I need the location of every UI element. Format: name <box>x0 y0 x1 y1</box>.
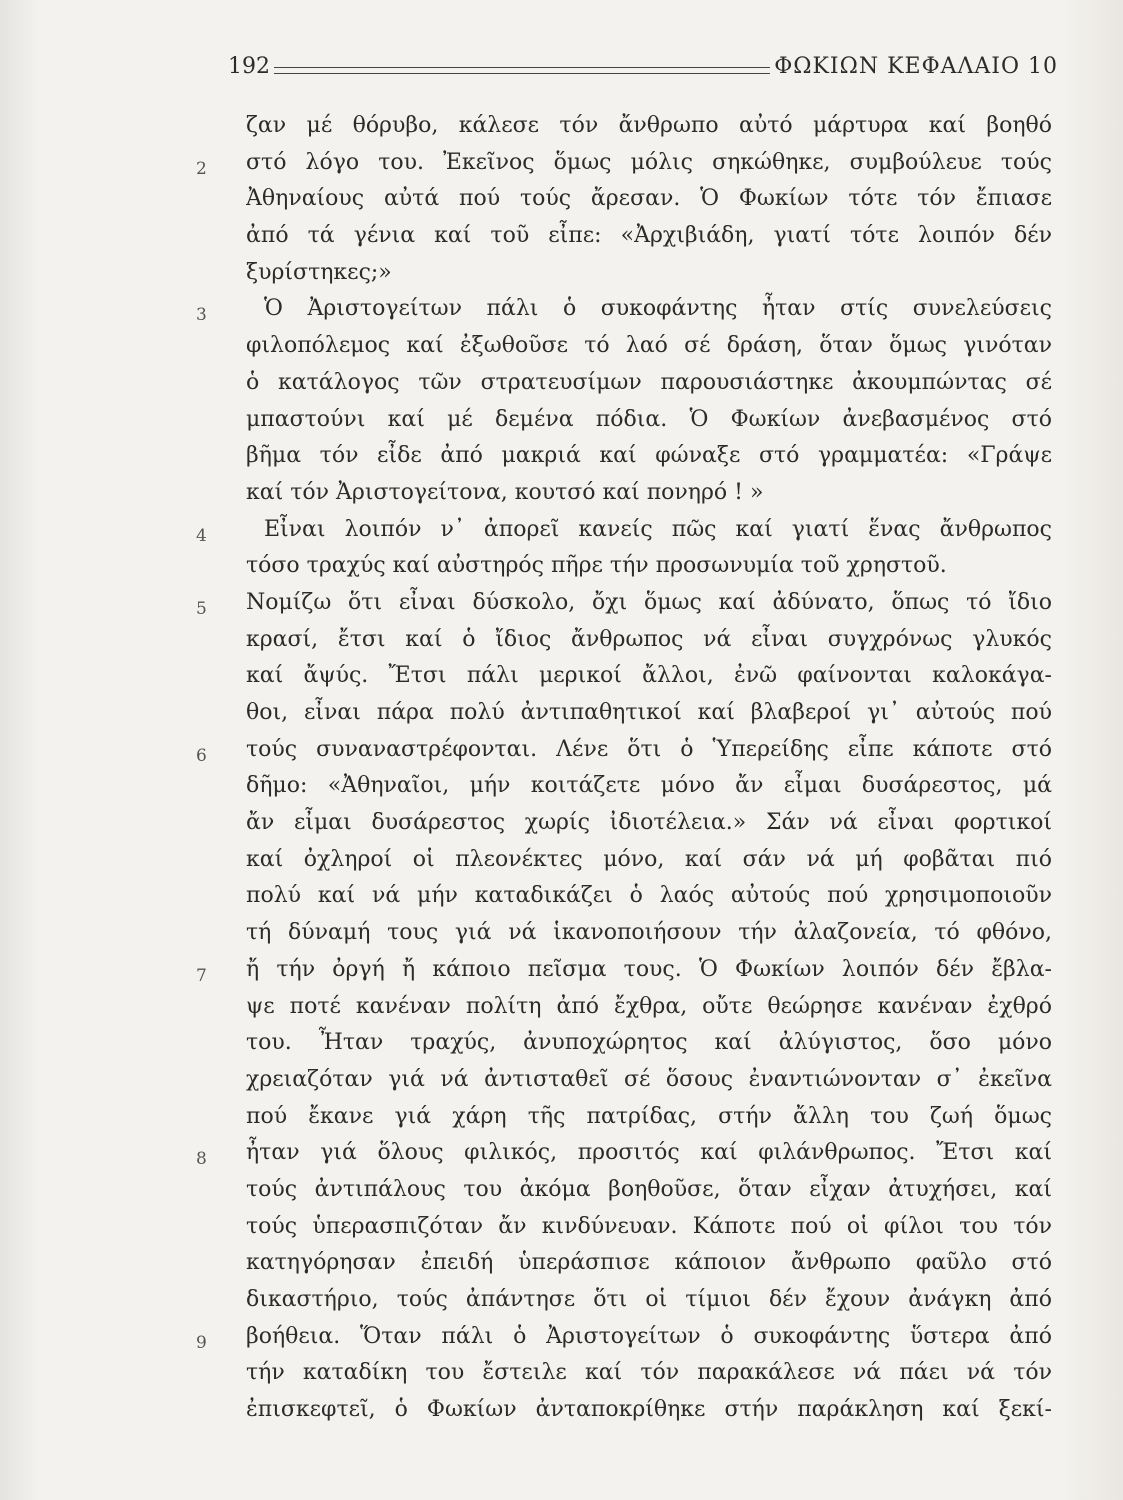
line-text: τήν καταδίκη του ἔστειλε καί τόν παρακάλεσε νά πάει νά τόν <box>246 1360 1052 1386</box>
text-line <box>0 328 1123 365</box>
line-text: τούς συναναστρέφονται. Λένε ὅτι ὁ Ὑπερείδης εἶπε κάποτε στό <box>246 736 1052 762</box>
line-text: καί ὀχληροί οἱ πλεονέκτες μόνο, καί σάν νά μή φοβᾶται πιό <box>246 846 1052 872</box>
text-line <box>0 915 1123 952</box>
line-text: ὁ κατάλογος τῶν στρατευσίμων παρουσιάστηκε ἀκουμπώντας σέ <box>246 369 1052 395</box>
text-line <box>0 1062 1123 1099</box>
text-line <box>0 402 1123 439</box>
line-text: θοι, εἶναι πάρα πολύ ἀντιπαθητικοί καί βλαβεροί γι᾽ αὐτούς πού <box>246 700 1052 725</box>
text-line <box>0 181 1123 218</box>
line-text: φιλοπόλεμος καί ἐξωθοῦσε τό λαό σέ δράση, ὅταν ὅμως γινόταν <box>246 333 1052 359</box>
text-line <box>0 145 1123 182</box>
text-line <box>0 989 1123 1026</box>
text-line <box>0 695 1123 732</box>
line-text: κρασί, ἔτσι καί ὁ ἴδιος ἄνθρωπος νά εἶναι συγχρόνως γλυκός <box>246 626 1052 652</box>
line-text: τούς ἀντιπάλους του ἀκόμα βοηθοῦσε, ὅταν εἶχαν ἀτυχήσει, καί <box>246 1176 1052 1202</box>
line-text: βοήθεια. Ὅταν πάλι ὁ Ἀριστογείτων ὁ συκοφάντης ὕστερα ἀπό <box>246 1323 1052 1349</box>
line-text: ἦταν γιά ὅλους φιλικός, προσιτός καί φιλάνθρωπος. Ἔτσι καί <box>246 1140 1052 1166</box>
line-text: ψε ποτέ κανέναν πολίτη ἀπό ἔχθρα, οὔτε θεώρησε κανέναν ἐχθρό <box>246 993 1052 1019</box>
line-text: στό λόγο του. Ἐκεῖνος ὅμως μόλις σηκώθηκε, συμβούλευε τούς <box>246 149 1052 175</box>
line-text: καί τόν Ἀριστογείτονα, κουτσό καί πονηρό ! » <box>246 479 764 505</box>
running-title: ΦΩΚΙΩΝ ΚΕΦΑΛΑΙΟ 10 <box>774 53 1058 79</box>
text-line <box>0 1172 1123 1209</box>
line-text: δικαστήριο, τούς ἀπάντησε ὅτι οἱ τίμιοι δέν ἔχουν ἀνάγκη ἀπό <box>246 1287 1052 1312</box>
text-line <box>0 658 1123 695</box>
line-text: χρειαζόταν γιά νά ἀντισταθεῖ σέ ὅσους ἐναντιώνονταν σ᾽ ἐκεῖνα <box>246 1066 1052 1092</box>
text-line <box>0 805 1123 842</box>
text-line <box>0 1025 1123 1062</box>
text-line <box>0 475 1123 512</box>
line-text: Ἀθηναίους αὐτά πού τούς ἄρεσαν. Ὁ Φωκίων τότε τόν ἔπιασε <box>246 186 1052 212</box>
margin-section-number: 6 <box>196 745 207 766</box>
line-text: βῆμα τόν εἶδε ἀπό μακριά καί φώναξε στό γραμματέα: «Γράψε <box>246 443 1052 469</box>
text-line <box>0 1282 1123 1319</box>
text-line <box>0 365 1123 402</box>
line-text: πού ἔκανε γιά χάρη τῆς πατρίδας, στήν ἄλλη του ζωή ὅμως <box>246 1103 1052 1129</box>
text-line <box>0 1319 1123 1356</box>
text-line <box>0 732 1123 769</box>
line-text: Νομίζω ὅτι εἶναι δύσκολο, ὄχι ὅμως καί ἀδύνατο, ὅπως τό ἴδιο <box>246 589 1052 615</box>
line-text: Ὁ Ἀριστογείτων πάλι ὁ συκοφάντης ἦταν στίς συνελεύσεις <box>264 296 1052 322</box>
line-text: τή δύναμή τους γιά νά ἱκανοποιήσουν τήν ἀλαζονεία, τό φθόνο, <box>246 920 1052 946</box>
line-text: πολύ καί νά μήν καταδικάζει ὁ λαός αὐτούς πού χρησιμοποιοῦν <box>246 883 1052 909</box>
body-text <box>0 108 1123 1429</box>
text-line <box>0 952 1123 989</box>
text-line <box>0 548 1123 585</box>
line-text: ζαν μέ θόρυβο, κάλεσε τόν ἄνθρωπο αὐτό μάρτυρα καί βοηθό <box>246 113 1052 138</box>
text-line <box>0 291 1123 328</box>
margin-section-number: 2 <box>196 158 207 179</box>
line-text: μπαστούνι καί μέ δεμένα πόδια. Ὁ Φωκίων ἀνεβασμένος στό <box>246 406 1052 432</box>
text-line <box>0 1209 1123 1246</box>
text-line <box>0 1355 1123 1392</box>
text-line <box>0 1099 1123 1136</box>
text-line <box>0 585 1123 622</box>
line-text: ξυρίστηκες;» <box>246 259 392 285</box>
line-text: τόσο τραχύς καί αὐστηρός πῆρε τήν προσωνυμία τοῦ χρηστοῦ. <box>246 553 947 579</box>
text-line <box>0 842 1123 879</box>
margin-section-number: 3 <box>196 305 207 326</box>
line-text: καί ἄψύς. Ἔτσι πάλι μερικοί ἄλλοι, ἐνῶ φαίνονται καλοκάγα- <box>246 663 1052 689</box>
text-line <box>0 622 1123 659</box>
text-line <box>0 512 1123 549</box>
text-line <box>0 218 1123 255</box>
line-text: ἐπισκεφτεῖ, ὁ Φωκίων ἀνταποκρίθηκε στήν παράκληση καί ξεκί- <box>246 1397 1052 1423</box>
header-rule <box>274 67 770 74</box>
text-line <box>0 1392 1123 1429</box>
text-line <box>0 255 1123 292</box>
line-text: ἤ τήν ὀργή ἤ κάποιο πεῖσμα τους. Ὁ Φωκίων λοιπόν δέν ἔβλα- <box>246 956 1052 982</box>
text-line <box>0 768 1123 805</box>
line-text: Εἶναι λοιπόν ν᾽ ἀπορεῖ κανείς πῶς καί γιατί ἕνας ἄνθρωπος <box>264 516 1052 542</box>
text-line <box>0 108 1123 145</box>
text-line <box>0 878 1123 915</box>
line-text: του. Ἦταν τραχύς, ἀνυποχώρητος καί ἀλύγιστος, ὅσο μόνο <box>246 1030 1052 1056</box>
text-line <box>0 1135 1123 1172</box>
margin-section-number: 8 <box>196 1149 207 1170</box>
page-header <box>228 48 1058 84</box>
line-text: ἄν εἶμαι δυσάρεστος χωρίς ἰδιοτέλεια.» Σάν νά εἶναι φορτικοί <box>246 810 1052 836</box>
text-line <box>0 1245 1123 1282</box>
margin-section-number: 4 <box>196 525 207 546</box>
line-text: ἀπό τά γένια καί τοῦ εἶπε: «Ἀρχιβιάδη, γιατί τότε λοιπόν δέν <box>246 223 1052 249</box>
margin-section-number: 5 <box>196 598 207 619</box>
margin-section-number: 7 <box>196 965 207 986</box>
page-number: 192 <box>228 53 270 79</box>
line-text: τούς ὑπερασπιζόταν ἄν κινδύνευαν. Κάποτε πού οἱ φίλοι του τόν <box>246 1213 1052 1239</box>
margin-section-number: 9 <box>196 1332 207 1353</box>
text-line <box>0 438 1123 475</box>
line-text: δῆμο: «Ἀθηναῖοι, μήν κοιτάζετε μόνο ἄν εἶμαι δυσάρεστος, μά <box>246 773 1052 799</box>
line-text: κατηγόρησαν ἐπειδή ὑπεράσπισε κάποιον ἄνθρωπο φαῦλο στό <box>246 1250 1052 1276</box>
